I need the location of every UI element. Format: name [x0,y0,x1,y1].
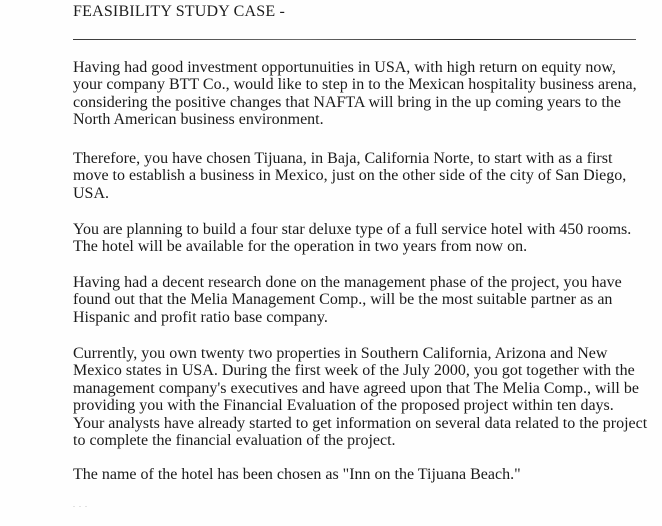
text-line: The name of the hotel has been chosen as "Inn on the Tijuana Beach." [73,466,521,483]
paragraph-location [73,150,626,202]
text-line: your company BTT Co., would like to step in to the Mexican hospitality business arena, [73,76,637,94]
paragraph-hotel-plan [73,221,631,256]
paragraph-hotel-name [73,466,521,483]
paragraph-intro [73,59,637,129]
text-line: providing you with the Financial Evaluation of the proposed project within ten days. [73,397,614,415]
text-line: Having had good investment opportunuities in USA, with high return on equity now, [73,59,616,76]
heading-divider [73,39,636,40]
document-heading: FEASIBILITY STUDY CASE - [73,3,286,20]
text-line: Hispanic and profit ratio base company. [73,308,328,326]
text-line: Therefore, you have chosen Tijuana, in Baja, California Norte, to start with as a first [73,150,613,167]
text-line: Mexico states in USA. During the first week of the July 2000, you got together with the [73,362,635,380]
text-line: management company's executives and have agreed upon that The Melia Comp., will be [73,379,639,397]
text-line: found out that the Melia Management Comp., will be the most suitable partner as an [73,291,613,309]
text-line: Your analysts have already started to get information on several data related to the project [73,414,648,432]
text-line: to complete the financial evaluation of the project. [73,432,396,450]
text-line: The hotel will be available for the operation in two years from now on. [73,238,528,256]
paragraph-current-status [73,345,647,449]
text-line: move to establish a business in Mexico, just on the other side of the city of San Diego, [73,167,627,185]
scan-artifact-marks: . . . [73,500,88,509]
text-line: Having had a decent research done on the management phase of the project, you have [73,274,622,291]
text-line: North American business environment. [73,111,324,129]
text-line: USA. [73,184,110,202]
text-line: considering the positive changes that NAFTA will bring in the up coming years to the [73,93,621,111]
text-line: You are planning to build a four star deluxe type of a full service hotel with 450 rooms. [73,221,632,238]
paragraph-management [73,274,622,326]
text-line: Currently, you own twenty two properties in Southern California, Arizona and New [73,345,608,362]
